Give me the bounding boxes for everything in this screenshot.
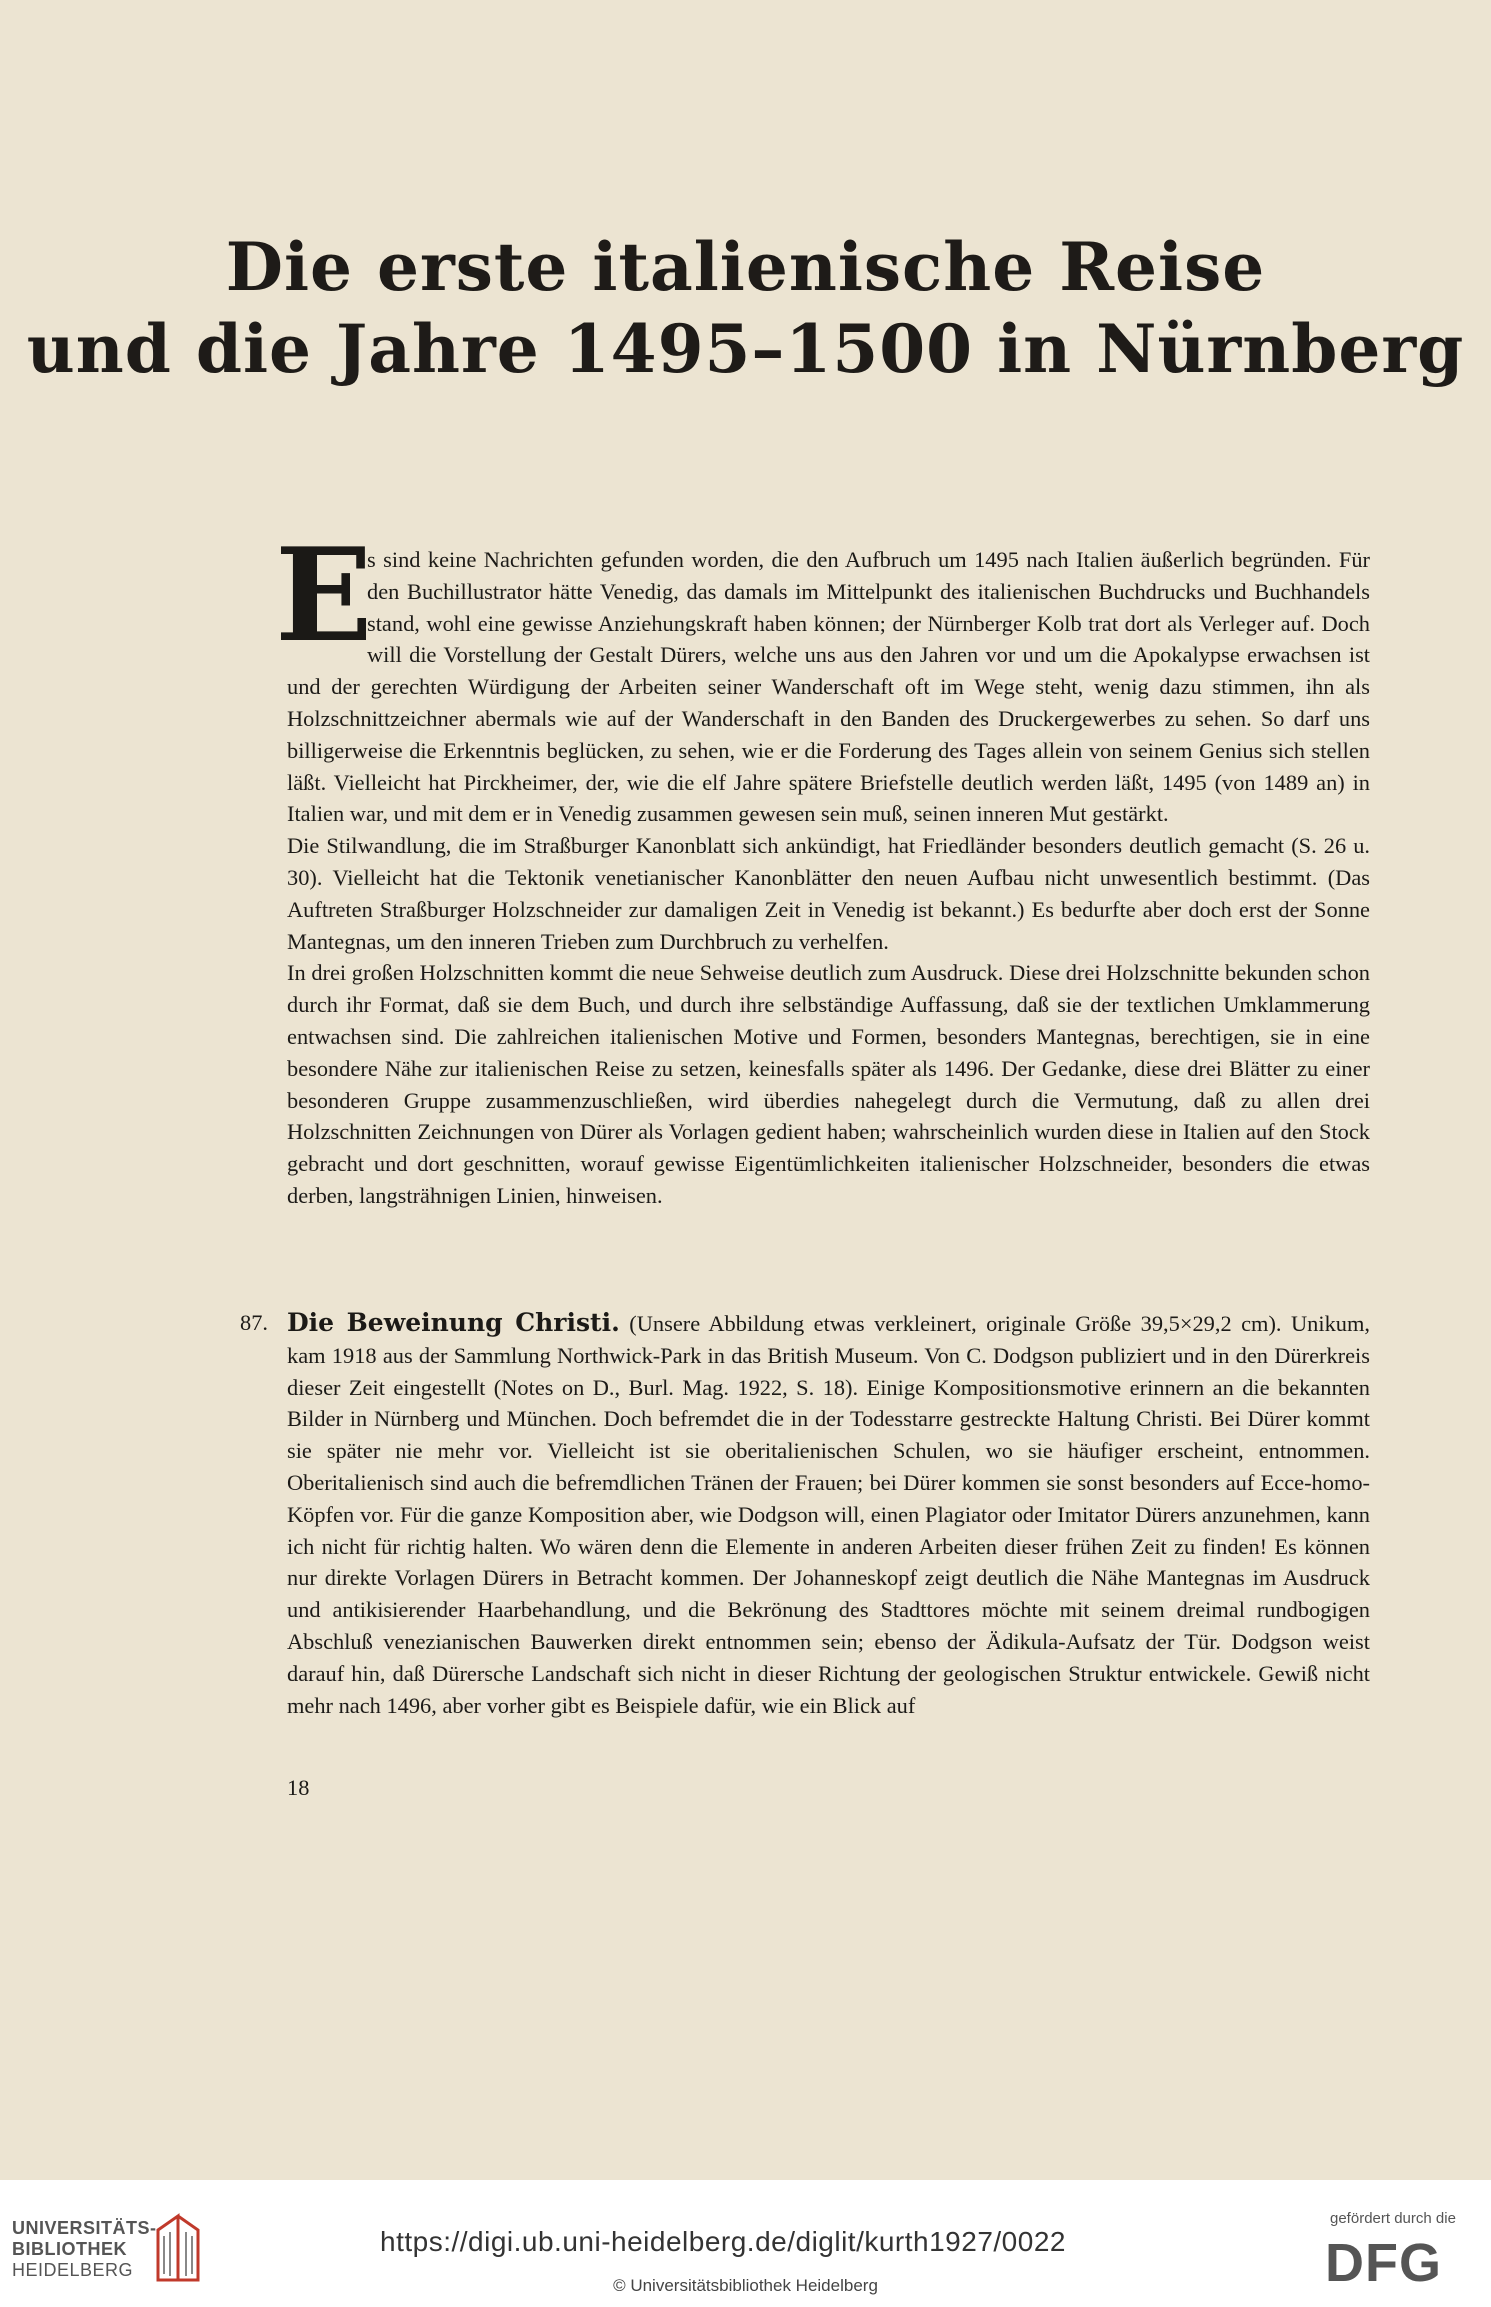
catalog-entry [287,1307,1370,1721]
paragraph-2: Die Stilwandlung, die im Straßburger Kanonblatt sich ankündigt, hat Friedländer besonders deutlich gemacht (S. 26 u. 30). Vielleicht hat die Tektonik venetianischer Kanonblätter den neuen Aufbau nicht unwesentlich bestimmt. (Das Auftreten Straßburger Holzschneider zur damaligen Zeit in Venedig ist bekannt.) Es bedurfte aber doch erst der Sonne Mantegnas, um den inneren Trieben zum Durchbruch zu verhelfen. [287,833,1370,954]
dfg-label: gefördert durch die [1330,2210,1456,2227]
paragraph-1: s sind keine Nachrichten gefunden worden, die den Aufbruch um 1495 nach Italien äußerlich begründen. Für den Buchillustrator hätte Venedig, das damals im Mittelpunkt des italienischen Buchdrucks und Buchhandels stand, wohl eine gewisse Anziehungskraft haben können; der Nürnberger Kolb trat dort als Verleger auf. Doch will die Vorstellung der Gestalt Dürers, welche uns aus den Jahren vor und um die Apokalypse erwachsen ist und der gerechten Würdigung der Arbeiten seiner Wanderschaft oft im Wege steht, wenig dazu stimmen, ihn als Holzschnittzeichner abermals wie auf der Wanderschaft in den Banden des Druckergewerbes zu sehen. So darf uns billigerweise die Erkenntnis beglücken, zu sehen, wie er die Forderung des Tages allein von seinem Genius sich stellen läßt. Vielleicht hat Pirckheimer, der, wie die elf Jahre spätere Briefstelle deutlich werden läßt, 1495 (von 1489 an) in Italien war, und mit dem er in Venedig zusammen gewesen sein muß, seinen inneren Mut gestärkt. [287,547,1370,827]
drop-cap: E [275,521,373,671]
library-logo-text[interactable] [12,2218,157,2281]
catalog-entry-title: Die Beweinung Christi. [287,1308,620,1337]
logo-line-1: UNIVERSITÄTS- [12,2218,157,2238]
dfg-logo[interactable]: DFG [1325,2233,1442,2293]
catalog-entry-text: (Unsere Abbildung etwas verkleinert, originale Größe 39,5×29,2 cm). Unikum, kam 1918 aus der Sammlung Northwick-Park in das British Museum. Von C. Dodgson publiziert und in den Dürerkreis dieser Zeit eingestellt (Notes on D., Burl. Mag. 1922, S. 18). Einige Kompositionsmotive erinnern an die bekannten Bilder in Nürnberg und München. Doch befremdet die in der Todesstarre gestreckte Haltung Christi. Bei Dürer kommt sie später nie mehr vor. Vielleicht ist sie oberitalienischen Schulen, wo sie häufiger erscheint, entnommen. Oberitalienisch sind auch die befremdlichen Tränen der Frauen; bei Dürer kommen sie sonst besonders auf Ecce-homo-Köpfen vor. Für die ganze Komposition aber, wie Dodgson will, einen Plagiator oder Imitator Dürers anzunehmen, kann ich nicht für richtig halten. Wo wären denn die Elemente in anderen Arbeiten dieser frühen Zeit zu finden! Es können nur direkte Vorlagen Dürers in Betracht kommen. Der Johanneskopf zeigt deutlich die Nähe Mantegnas im Ausdruck und antikisierender Haarbehandlung, und die Bekrönung des Stadttores möchte mit seinem dreimal rundbogigen Abschluß venezianischen Bauwerken direkt entnommen sein; ebenso der Ädikula-Aufsatz der Tür. Dodgson weist darauf hin, daß Dürersche Landschaft sich nicht in dieser Richtung der geologischen Struktur entwickele. Gewiß nicht mehr nach 1496, aber vorher gibt es Beispiele dafür, wie ein Blick auf [287,1311,1370,1718]
permalink-url[interactable]: https://digi.ub.uni-heidelberg.de/diglit/kurth1927/0022 [380,2226,1066,2257]
page-number: 18 [287,1775,310,1800]
library-logo-icon[interactable] [150,2210,206,2286]
intro-text [275,521,1370,1212]
copyright-notice: © Universitätsbibliothek Heidelberg [613,2276,878,2295]
catalog-entry-number: 87. [240,1310,268,1335]
viewer-footer [0,2180,1491,2307]
chapter-title-line2: und die Jahre 1495–1500 in Nürnberg [26,310,1465,388]
paragraph-3: In drei großen Holzschnitten kommt die neue Sehweise deutlich zum Ausdruck. Diese drei Holzschnitte bekunden schon durch ihr Format, daß sie dem Buch, und durch ihre selbständige Auffassung, daß sie der textlichen Umklammerung entwachsen sind. Die zahlreichen italienischen Motive und Formen, besonders Mantegnas, berechtigen, sie in eine besondere Nähe zur italienischen Reise zu setzen, keinesfalls später als 1496. Der Gedanke, diese drei Blätter zu einer besonderen Gruppe zusammenzuschließen, wird überdies nahegelegt durch die Vermutung, daß zu allen drei Holzschnitten Zeichnungen von Dürer als Vorlagen gedient haben; wahrscheinlich wurden diese in Italien auf den Stock gebracht und dort geschnitten, worauf gewisse Eigentümlichkeiten italienischer Holzschneider, besonders die etwas derben, langsträhnigen Linien, hinweisen. [287,960,1370,1208]
logo-line-2: BIBLIOTHEK [12,2239,127,2259]
logo-line-3: HEIDELBERG [12,2260,134,2280]
chapter-title-line1: Die erste italienische Reise [225,228,1266,306]
